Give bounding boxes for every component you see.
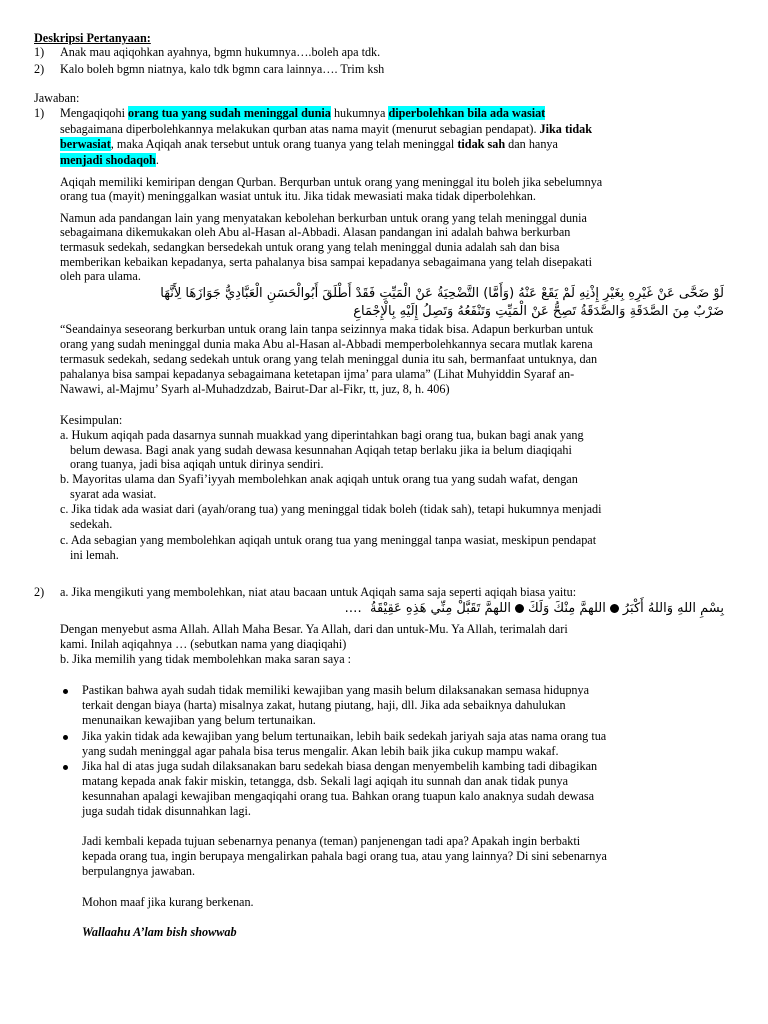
quote-translation-line: termasuk sedekah, sedang sedekah untuk orang yang telah meninggal dunia itu sah, bermanfaat untuknya, dan [60, 352, 598, 366]
highlight-no-will: berwasiat [60, 137, 111, 151]
arabic-intention-line [44, 600, 724, 617]
answer-1-text: hukumnya [330, 106, 389, 120]
answer-1-text: , maka Aqiqah anak tersebut untuk orang tuanya yang telah meninggal [110, 137, 458, 151]
answer-1-bold-text: Jika tidak [539, 122, 593, 136]
paragraph-line: Namun ada pandangan lain yang menyatakan kebolehan berkurban untuk orang yang telah meninggal dunia [60, 211, 587, 225]
arabic-intention-part: اللهمَّ مِنْكَ وَلَكَ [528, 601, 606, 616]
answer-1-line-1 [60, 106, 545, 120]
answer-2-number: 2) [34, 585, 45, 599]
answer-2-line: b. Jika memilih yang tidak membolehkan maka saran saya : [60, 652, 352, 666]
bullet-1-line: menunaikan kewajiban yang belum tertunaikan. [82, 713, 316, 727]
answer-1-line-4 [60, 153, 159, 167]
answer-1-text: dan hanya [505, 137, 558, 151]
bullet-icon [63, 735, 68, 740]
answer-1-number: 1) [34, 106, 45, 120]
question-2-text: Kalo boleh bgmn niatnya, kalo tdk bgmn cara lainnya…. Trim ksh [60, 62, 385, 76]
bullet-2-line: yang sudah meninggal agar pahala bisa terus mengalir. Akan lebih baik jika cukup mampu wakaf. [82, 744, 559, 758]
answer-label: Jawaban: [34, 91, 80, 105]
answer-2-line: kami. Inilah aqiqahnya … (sebutkan nama yang diaqiqahi) [60, 637, 347, 651]
answer-1-text: sebagaimana diperbolehkannya melakukan qurban atas nama mayit (menurut sebagian pendapat). [60, 122, 540, 136]
arabic-intention-part: اللهمَّ تَقَبَّلْ مِنِّي هَذِهِ عَقِيْقَةُ [370, 601, 512, 616]
arabic-intention-ellipsis: …. [344, 601, 362, 616]
conclusion-a-line: belum dewasa. Bagi anak yang sudah dewasa kesunnahan Aqiqah tetap berlaku jika ia belum diaqiqahi [70, 443, 572, 457]
conclusion-c-line: c. Jika tidak ada wasiat dari (ayah/orang tua) yang meninggal tidak boleh (tidak sah), tetapi hukumnya menjadi [60, 502, 602, 516]
conclusion-title: Kesimpulan: [60, 413, 123, 427]
bullet-3-line: kesunnahan apalagi kewajiban mengaqiqahi orang tua. Bahkan orang tuapun kalo anaknya sudah dewasa [82, 789, 595, 803]
paragraph-line: orang tua (mayit) meninggalkan wasiat untuk itu. Jika tidak mewasiati maka tidak diperbolehkan. [60, 189, 536, 203]
separator-dot-icon [610, 604, 619, 613]
closing-prayer: Wallaahu A’lam bish showwab [82, 925, 237, 939]
highlight-becomes-charity: menjadi shodaqoh [60, 153, 156, 167]
paragraph-line: oleh para ulama. [60, 269, 141, 283]
question-2-number: 2) [34, 62, 45, 76]
arabic-intention-part: بِسْمِ اللهِ وَاللهُ أَكْبَرُ [622, 601, 724, 616]
bullet-icon [63, 765, 68, 770]
question-1-text: Anak mau aqiqohkan ayahnya, bgmn hukumnya….boleh apa tdk. [60, 45, 381, 59]
bullet-3-line: matang kepada anak fakir miskin, tetangga, dsb. Sekali lagi aqiqah itu sunnah dan anak tidak punya [82, 774, 569, 788]
paragraph-line: Aqiqah memiliki kemiripan dengan Qurban. Berqurban untuk orang yang meninggal itu boleh jika sebelumnya [60, 175, 603, 189]
bullet-3-line: juga sudah tidak disunnahkan lagi. [82, 804, 251, 818]
bullet-1-line: Pastikan bahwa ayah sudah tidak memiliki kewajiban yang masih belum dilaksanakan semasa hidupnya [82, 683, 590, 697]
answer-1-text: . [155, 153, 159, 167]
conclusion-a-line: a. Hukum aqiqah pada dasarnya sunnah muakkad yang diperintahkan bagi orang tua, bukan bagi anak yang [60, 428, 584, 442]
quote-translation-line: Nawawi, al-Majmu’ Syarh al-Muhadzdzab, Bairut-Dar al-Fikr, tt, juz, 8, h. 406) [60, 382, 450, 396]
answer-2-line: Dengan menyebut asma Allah. Allah Maha Besar. Ya Allah, dari dan untuk-Mu. Ya Allah, terimalah dari [60, 622, 568, 636]
highlight-deceased-parent: orang tua yang sudah meninggal dunia [128, 106, 331, 120]
paragraph-line: sebagaimana dikemukakan oleh Abu al-Hasan al-Abbadi. Alasan pandangan ini adalah bahwa berkurban [60, 225, 571, 239]
conclusion-d-line: ini lemah. [70, 548, 119, 562]
answer-1-line-3 [60, 137, 558, 151]
answer-2-line-1: a. Jika mengikuti yang membolehkan, niat atau bacaan untuk Aqiqah sama saja seperti aqiqah biasa yaitu: [60, 585, 577, 599]
conclusion-d-line: c. Ada sebagian yang membolehkan aqiqah untuk orang tua yang meninggal tanpa wasiat, meskipun pendapat [60, 533, 597, 547]
quote-translation-line: orang yang sudah meninggal dunia maka Abu al-Hasan al-Abbadi memperbolehkannya secara mutlak karena [60, 337, 593, 351]
quote-translation-line: pahalanya bisa sampai kepadanya sebagaimana ketetapan ijma’ para ulama” (Lihat Muhyiddin Syaraf an- [60, 367, 575, 381]
question-1-number: 1) [34, 45, 45, 59]
paragraph-line: termasuk sedekah, sedangkan bersedekah untuk orang yang telah meninggal dunia adalah sah dan bisa [60, 240, 560, 254]
highlight-allowed-with-will: diperbolehkan bila ada wasiat [388, 106, 546, 120]
apology-line: Mohon maaf jika kurang berkenan. [82, 895, 254, 909]
quote-translation-line: “Seandainya seseorang berkurban untuk orang lain tanpa seizinnya maka tidak bisa. Adapun berkurban untuk [60, 322, 594, 336]
closing-line: berpulangnya jawaban. [82, 864, 196, 878]
bullet-icon [63, 689, 68, 694]
bullet-2-line: Jika yakin tidak ada kewajiban yang belum tertunaikan, lebih baik sedekah jariyah saja atas nama orang tua [82, 729, 607, 743]
conclusion-a-line: orang tuanya, jadi bisa aqiqah untuk dirinya sendiri. [70, 457, 324, 471]
answer-1-bold-text: tidak sah [457, 137, 506, 151]
bullet-3-line: Jika hal di atas juga sudah dilaksanakan baru sedekah biasa dengan menyembelih kambing tadi dibagikan [82, 759, 598, 773]
answer-1-text: Mengaqiqohi [60, 106, 129, 120]
arabic-quote-line-1: لَوْ ضَحَّى عَنْ غَيْرِهِ بِغَيْرِ إِذْنِهِ لَمْ يَقَعْ عَنْهُ (وَأَمَّا) التَّضْحِيَةُ عَنْ الْمَيِّتِ فَقَدْ أَطْلَقَ أَبُوالْحَسَنِ الْعَبَّادِيُّ جَوَازَهَا لِأَنَّهَا [160, 286, 724, 301]
conclusion-b-line: b. Mayoritas ulama dan Syafi’iyyah membolehkan anak aqiqah untuk orang tua yang sudah wafat, dengan [60, 472, 578, 486]
closing-line: Jadi kembali kepada tujuan sebenarnya penanya (teman) panjenengan tadi apa? Apakah ingin berbakti [82, 834, 581, 848]
paragraph-line: memberikan kebaikan kepadanya, serta pahalanya bisa sampai kepadanya sebagaimana yang telah disepakati [60, 255, 592, 269]
questions-title: Deskripsi Pertanyaan: [34, 31, 151, 45]
closing-line: kepada orang tua, ingin berupaya mengalirkan pahala bagi orang tua, atau yang lainnya? Di sini sebenarnya [82, 849, 607, 863]
conclusion-c-line: sedekah. [70, 517, 113, 531]
arabic-quote-line-2: ضَرْبٌ مِنَ الصَّدَقَةِ وَالصَّدَقَةُ تَصِحُّ عَنْ الْمَيِّتِ وَتَنْفَعُهُ وَتَصِلُ إِلَيْهِ بِالْإِجْمَاعِ [353, 304, 724, 319]
bullet-1-line: terkait dengan biaya (harta) misalnya zakat, hutang piutang, haji, dll. Jika ada sebaiknya dahulukan [82, 698, 566, 712]
conclusion-b-line: syarat ada wasiat. [70, 487, 157, 501]
separator-dot-icon [515, 604, 524, 613]
answer-1-line-2 [60, 122, 592, 136]
